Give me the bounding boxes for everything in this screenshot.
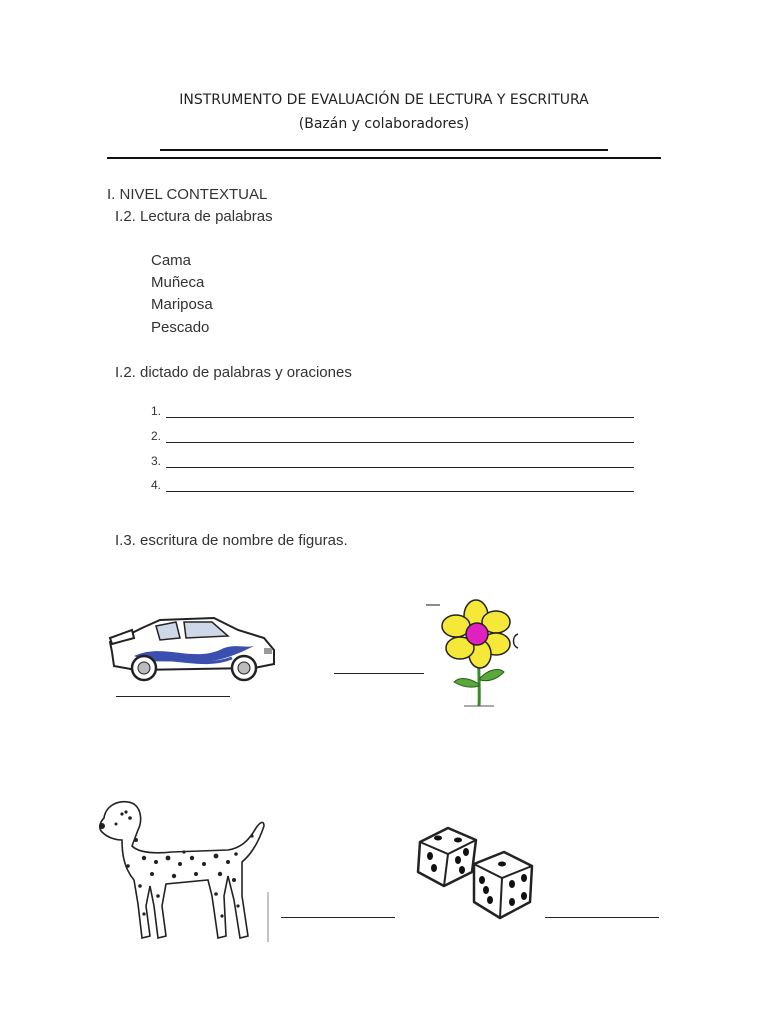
answer-line[interactable] [166, 442, 634, 443]
answer-line-car[interactable] [116, 696, 230, 697]
word-item: Pescado [151, 319, 210, 336]
answer-line-dog[interactable] [281, 917, 395, 918]
section-heading: I. NIVEL CONTEXTUAL [107, 186, 268, 203]
answer-line-dice[interactable] [545, 917, 659, 918]
answer-line[interactable] [166, 467, 634, 468]
header-divider [107, 157, 661, 159]
dictation-heading: I.2. dictado de palabras y oraciones [115, 364, 352, 381]
dice-image [412, 822, 538, 922]
word-item: Mariposa [151, 296, 213, 313]
answer-line[interactable] [166, 491, 634, 492]
word-item: Muñeca [151, 274, 205, 291]
line-number: 4. [151, 478, 162, 492]
document-subtitle: (Bazán y colaboradores) [298, 116, 470, 132]
line-number: 2. [151, 429, 162, 443]
figures-heading: I.3. escritura de nombre de figuras. [115, 532, 348, 549]
dog-image [92, 796, 272, 944]
flower-image [424, 598, 524, 712]
answer-line-flower[interactable] [334, 673, 424, 674]
word-item: Cama [151, 252, 192, 269]
line-number: 1. [151, 404, 162, 418]
answer-line[interactable] [166, 417, 634, 418]
title-underline [160, 149, 608, 151]
document-title: INSTRUMENTO DE EVALUACIÓN DE LECTURA Y ESCRITURA [179, 92, 589, 108]
line-number: 3. [151, 454, 162, 468]
reading-heading: I.2. Lectura de palabras [115, 208, 273, 225]
car-image [104, 612, 280, 684]
